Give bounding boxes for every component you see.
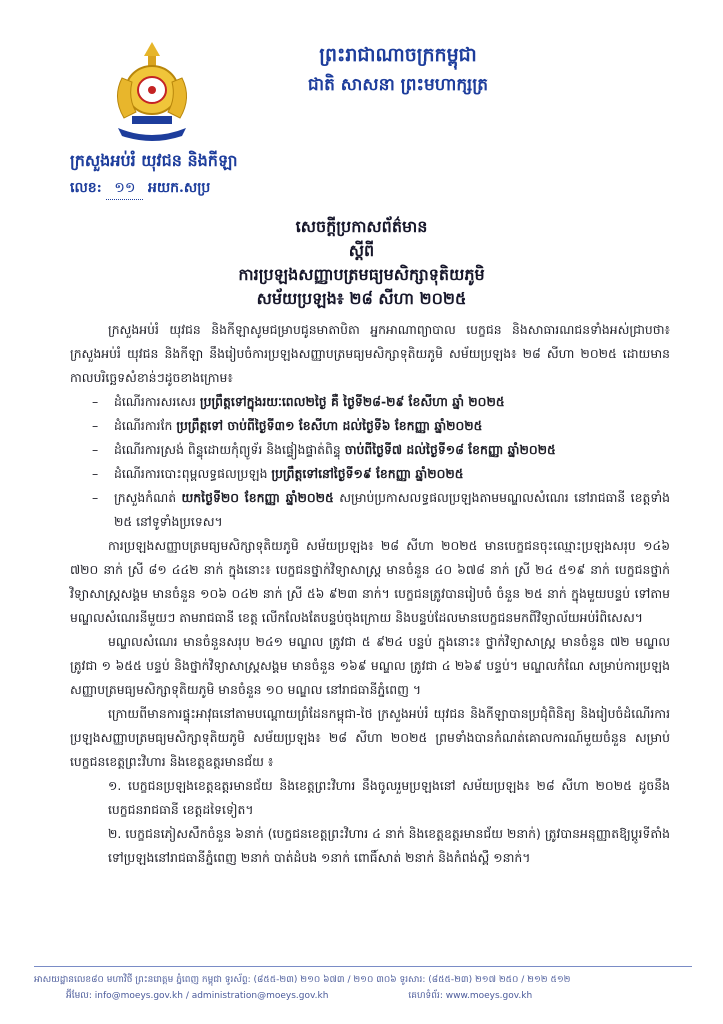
candidates-paragraph: ការប្រឡងសញ្ញាបត្រមធ្យមសិក្សាទុតិយភូមិ សម័យប្រឡង៖ ២៨ សីហា ២០២៥ មានបេក្ខជនចុះឈ្មោះប្រឡងសរុប ១៤៦ ៧២០ នាក់ ស្រី ៨១ ៤៤២ នាក់ ក្នុងនោះ៖ បេក្ខជនថ្នាក់វិទ្យាសាស្ត្រ មានចំនួន ៤០ ៦៧៨ នាក់ ស្រី ២៤ ៥១៩ នាក់ បេក្ខជនថ្នាក់វិទ្យាសាស្ត្រសង្គម មានចំនួន ១០៦ ០៤២ នាក់ ស្រី ៥៦ ៩២៣ នាក់។ បេក្ខជនត្រូវបានរៀបចំ ចំនួន ២៥ នាក់ ក្នុងមួយបន្ទប់ ទៅតាមមណ្ឌលសំណេរនីមួយៗ តាមរាជធានី ខេត្ត លើកលែងតែបន្ទប់ចុងក្រោយ និងបន្ទប់ដែលមានបេក្ខជនមកពីវិទ្យាល័យអប់រំពិសេស។ [70, 538, 670, 625]
ref-suffix: អយក.សប្រ [147, 180, 211, 196]
schedule-item: – ដំណើរការសរសេរ ប្រព្រឹត្តទៅក្នុងរយៈពេល២ថ្ងៃ គឺ ថ្ងៃទី២៨-២៩ ខែសីហា ឆ្នាំ ២០២៥ [114, 390, 670, 414]
numbered-item-2: ២. បេក្ខជនភៀសសឹកចំនួន ៦នាក់ (បេក្ខជនខេត្តព្រះវិហារ ៤ នាក់ និងខេត្តឧត្តរមានជ័យ ២នាក់) ត្រូវបានអនុញ្ញាតឱ្យប្តូរទីតាំង ទៅប្រឡងនៅរាជធានីភ្នំពេញ ២នាក់ បាត់ដំបង ១នាក់ ពោធិ៍សាត់ ២នាក់ និងកំពង់ស្ពឺ ១នាក់។ [108, 826, 670, 865]
document-heading [0, 215, 723, 311]
government-title [268, 40, 528, 100]
schedule-item: – ដំណើរការស្រង់ ពិន្ទុដោយកុំព្យូទ័រ និងផ្ទៀងផ្ទាត់ពិន្ទុ ចាប់ពីថ្ងៃទី៧ ដល់ថ្ងៃទី១៨ ខែកញ្ញា ឆ្នាំ២០២៥ [114, 438, 670, 462]
footer-address: អាសយដ្ឋានលេខ៨០ មហាវិថី ព្រះនរោត្តម ភ្នំពេញ កម្ពុជា ទូរស័ព្ទ: (៨៥៥-២៣) ២១០ ៦៧៣ / ២១០ ៣០៦ ទូរសារ: (៨៥៥-២៣) ២១៧ ២៥០ / ២១២ ៥១២ [34, 975, 571, 985]
heading-line-1: សេចក្តីប្រកាសព័ត៌មាន [295, 217, 428, 236]
heading-line-2: ស្តីពី [348, 241, 375, 260]
royal-emblem-icon [108, 38, 196, 144]
heading-line-4: សម័យប្រឡង៖ ២៨ សីហា ២០២៥ [256, 289, 467, 308]
schedule-item: – ដំណើរការកែ ប្រព្រឹត្តទៅ ចាប់ពីថ្ងៃទី៣១ ខែសីហា ដល់ថ្ងៃទី៦ ខែកញ្ញា ឆ្នាំ២០២៥ [114, 414, 670, 438]
intro-paragraph: ក្រសួងអប់រំ យុវជន និងកីឡាសូមជម្រាបជូនមាតាបិតា អ្នកអាណាព្យាបាល បេក្ខជន និងសាធារណជនទាំងអស់ជ្រាបថា៖ ក្រសួងអប់រំ យុវជន និងកីឡា នឹងរៀបចំការប្រឡងសញ្ញាបត្រមធ្យមសិក្សាទុតិយភូមិ សម័យប្រឡង៖ ២៨ សីហា ២០២៥ ដោយមានកាលបរិច្ឆេទសំខាន់ៗដូចខាងក្រោម៖ [70, 322, 670, 385]
page-footer [34, 966, 692, 1004]
ministry-name: ក្រសួងអប់រំ យុវជន និងកីឡា [70, 151, 238, 170]
reference-number [70, 178, 210, 200]
footer-email: អ៊ីមែល: info@moeys.gov.kh / administration@moeys.gov.kh [66, 991, 329, 1001]
numbered-item-1: ១. បេក្ខជនប្រឡងខេត្តឧត្តរមានជ័យ និងខេត្តព្រះវិហារ នឹងចូលរួមប្រឡងនៅ សម័យប្រឡង៖ ២៨ សីហា ២០២៥ ដូចនឹងបេក្ខជនរាជធានី ខេត្តដទៃទៀត។ [108, 778, 670, 817]
schedule-item: – ក្រសួងកំណត់ យកថ្ងៃទី២០ ខែកញ្ញា ឆ្នាំ២០២៥ សម្រាប់ប្រកាសលទ្ធផលប្រឡងតាមមណ្ឌលសំណេរ នៅរាជធានី ខេត្តទាំង ២៥ នៅទូទាំងប្រទេស។ [114, 486, 670, 534]
national-motto: ជាតិ សាសនា ព្រះមហាក្សត្រ [307, 75, 489, 95]
centers-paragraph: មណ្ឌលសំណេរ មានចំនួនសរុប ២៤១ មណ្ឌល ត្រូវជា ៥ ៩២៤ បន្ទប់ ក្នុងនោះ៖ ថ្នាក់វិទ្យាសាស្ត្រ មានចំនួន ៧២ មណ្ឌល ត្រូវជា ១ ៦៥៥ បន្ទប់ និងថ្នាក់វិទ្យាសាស្ត្រសង្គម មានចំនួន ១៦៩ មណ្ឌល ត្រូវជា ៤ ២៦៩ បន្ទប់។ មណ្ឌលកំណែ សម្រាប់ការប្រឡងសញ្ញាបត្រមធ្យមសិក្សាទុតិយភូមិ មានចំនួន ១០ មណ្ឌល នៅរាជធានីភ្នំពេញ ។ [70, 634, 670, 697]
ref-label: លេខ: [70, 180, 102, 196]
footer-website: គេហទំព័រ: www.moeys.gov.kh [408, 991, 533, 1001]
schedule-item: – ដំណើរការបោះពុម្ពលទ្ធផលប្រឡង ប្រព្រឹត្តទៅនៅថ្ងៃទី១៩ ខែកញ្ញា ឆ្នាំ២០២៥ [114, 462, 670, 486]
schedule-list [70, 390, 670, 534]
heading-line-3: ការប្រឡងសញ្ញាបត្រមធ្យមសិក្សាទុតិយភូមិ [238, 265, 485, 284]
document-body [70, 318, 670, 870]
ref-number: ១១ [106, 178, 143, 200]
kingdom-name: ព្រះរាជាណាចក្រកម្ពុជា [319, 44, 477, 66]
border-paragraph: ក្រោយពីមានការផ្ទុះអាវុធនៅតាមបណ្ដោយព្រំដែនកម្ពុជា-ថៃ ក្រសួងអប់រំ យុវជន និងកីឡាបានប្រជុំពិនិត្យ និងរៀបចំដំណើរការប្រឡងសញ្ញាបត្រមធ្យមសិក្សាទុតិយភូមិ សម័យប្រឡង៖ ២៨ សីហា ២០២៥ ព្រមទាំងបានកំណត់គោលការណ៍មួយចំនួន សម្រាប់បេក្ខជនខេត្តព្រះវិហារ និងខេត្តឧត្តរមានជ័យ ៖ [70, 706, 670, 769]
